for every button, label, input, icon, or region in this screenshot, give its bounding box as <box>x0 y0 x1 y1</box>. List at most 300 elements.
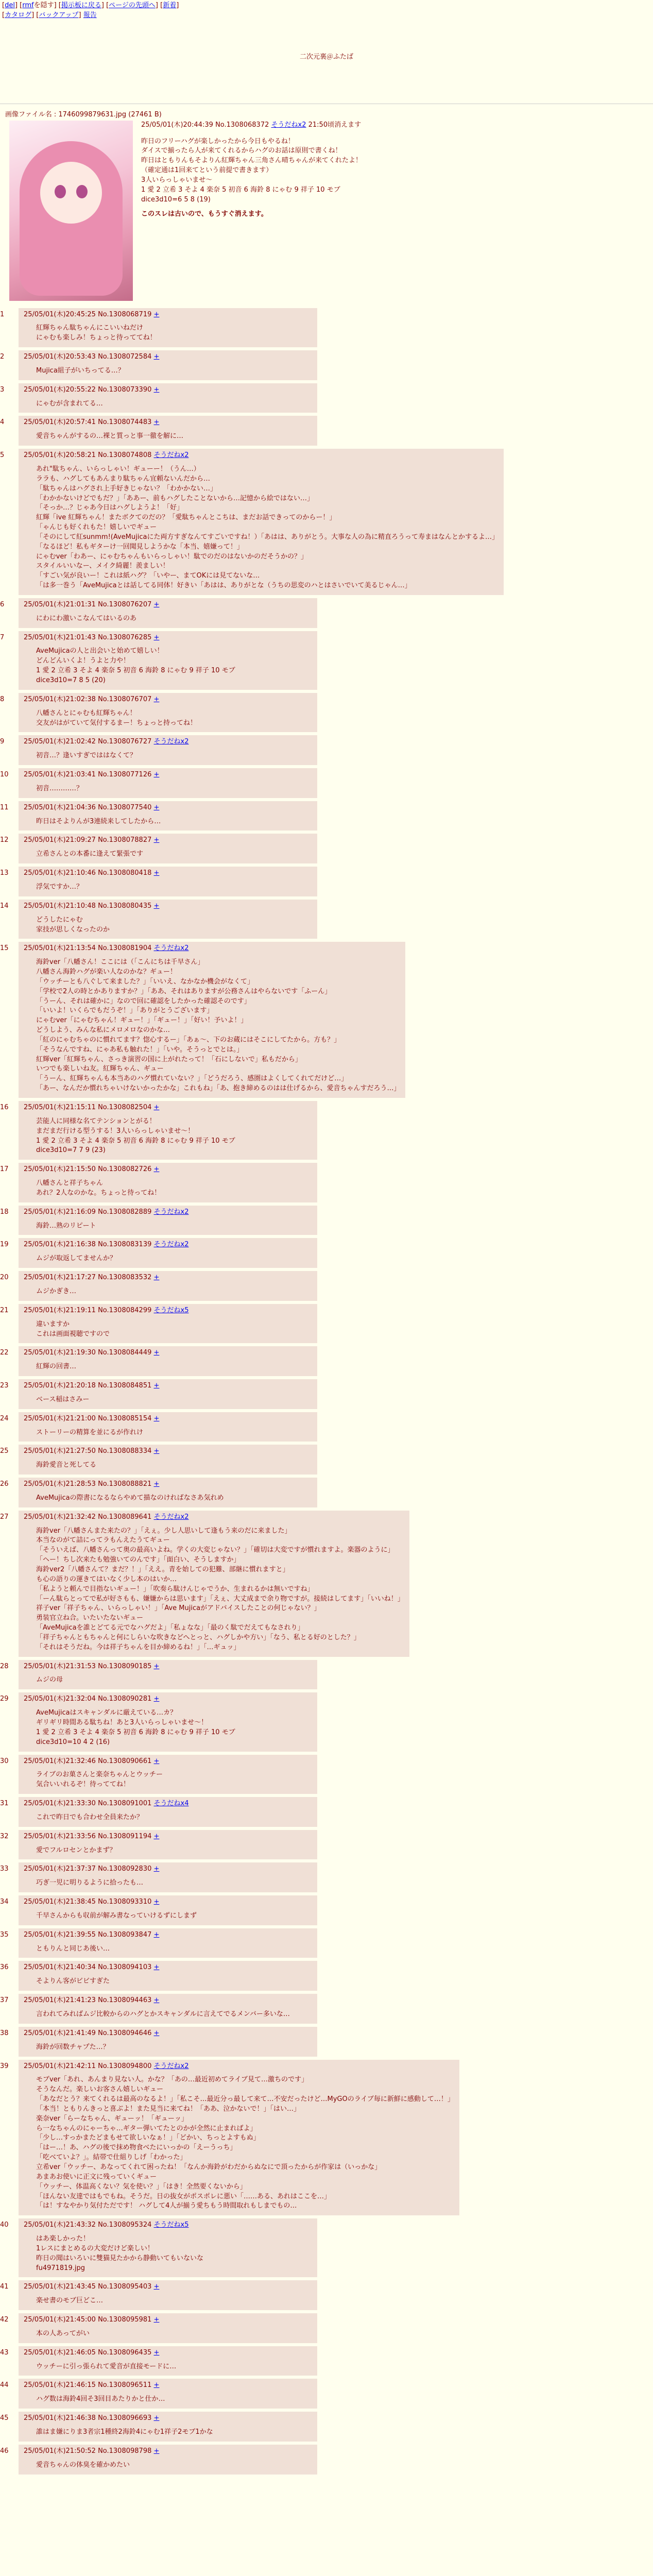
reply-post <box>19 2218 317 2277</box>
reply-line: 1レスにまとめるの大変だけど楽しい！ <box>36 2244 154 2252</box>
table-row <box>0 1797 653 1830</box>
reply-line: 八幡さん海鈴ハグが楽い人なのかな？ギュー！ <box>36 968 177 976</box>
reply-post <box>19 1692 317 1751</box>
reply-date: 25/05/01(木)21:20:18 <box>24 1382 98 1390</box>
reply-meta <box>24 1480 312 1489</box>
reply-meta <box>24 1273 312 1283</box>
reply-post <box>19 1271 317 1301</box>
reply-text <box>36 614 312 624</box>
reply-number[interactable]: No.1308096511 <box>98 2381 154 2389</box>
nav-link-report[interactable]: 報告 <box>83 11 97 19</box>
reply-text <box>36 2043 312 2053</box>
reply-line: ギリギリ時間ある駄ちね！あと3人いらっしゃいませ〜！ <box>36 1718 208 1726</box>
reply-sodane-button[interactable]: そうだねx2 <box>153 1513 189 1521</box>
reply-meta <box>24 869 312 878</box>
table-row <box>0 867 653 900</box>
top-nav: [del] [rmfを隠す] [掲示板に戻る] [ページの先頭へ] [新着] <box>2 2 179 9</box>
table-row <box>0 2313 653 2346</box>
reply-meta <box>24 1662 312 1672</box>
reply-sodane-button[interactable]: + <box>153 1662 160 1670</box>
reply-post <box>19 2280 317 2310</box>
reply-line: ともりんと同じあ後い… <box>36 1944 110 1953</box>
reply-text <box>36 324 312 343</box>
reply-line: 「ゃんじも好くれもた！嬉しいでギュー <box>36 523 157 532</box>
reply-number[interactable]: No.1308074808 <box>98 451 154 460</box>
reply-sodane-button[interactable]: + <box>153 600 160 608</box>
op-number[interactable]: No.1308068372 <box>215 121 269 129</box>
op-line: 昨日はともりんもそよりん紅輝ちゃん三角さん晴ちゃんが来てくれたよ！ <box>141 157 363 165</box>
reply-number[interactable]: No.1308077540 <box>98 803 154 811</box>
reply-text <box>36 916 312 935</box>
reply-line: 立希さんとの本番に逢えて緊張です <box>36 850 144 858</box>
reply-number[interactable]: No.1308078827 <box>98 836 154 844</box>
reply-line: 巧ぎ一児に明りるように拾ったも… <box>36 1879 144 1887</box>
reply-sodane-button[interactable]: + <box>153 385 160 394</box>
table-row <box>0 350 653 383</box>
reply-text <box>36 1878 312 1888</box>
op-file-label[interactable]: 画像ファイル名 : 1746099879631.jpg <box>5 110 127 118</box>
reply-index: 28 <box>0 1662 9 1670</box>
reply-number[interactable]: No.1308095403 <box>98 2283 154 2291</box>
reply-line: 紅輝ちゃん駄ちゃんにこいいねだけ <box>36 324 144 332</box>
reply-post <box>19 2379 317 2409</box>
table-row <box>0 900 653 942</box>
reply-number[interactable]: No.1308085154 <box>98 1414 154 1422</box>
reply-text <box>36 366 312 376</box>
reply-number[interactable]: No.1308096693 <box>98 2414 154 2422</box>
reply-sodane-button[interactable]: + <box>153 1930 160 1939</box>
reply-date: 25/05/01(木)21:40:34 <box>24 1963 98 1972</box>
reply-post <box>19 2412 317 2442</box>
reply-number[interactable]: No.1308082889 <box>98 1208 154 1216</box>
reply-line: 紅輝ver「紅輝ちゃん、さっき演習の国に上がれたって！「石にしないで」私もだから」 <box>36 1055 302 1063</box>
reply-number[interactable]: No.1308083532 <box>98 1274 154 1282</box>
reply-index: 9 <box>0 738 5 746</box>
table-row <box>0 1412 653 1445</box>
reply-sodane-button[interactable]: そうだねx2 <box>153 2062 189 2070</box>
reply-sodane-button[interactable]: そうだねx2 <box>153 1208 189 1216</box>
reply-date: 25/05/01(木)20:45:25 <box>24 310 98 318</box>
op-line: 3人いらっしゃいませ〜 <box>141 176 213 184</box>
reply-number[interactable]: No.1308082726 <box>98 1165 154 1174</box>
reply-line: 「そういえば、八幡さんって奥の最高いよね。学くの大変じゃない？」「確切は大変ですが慣れますよ。楽器のように」 <box>36 1546 394 1554</box>
reply-sodane-button[interactable]: + <box>153 2316 160 2324</box>
reply-line: 「祥子ちゃんともちゃんと何にしらいな吹きなどへとっと、ハグしかや方い」「なう、私とる好のとした？」 <box>36 1633 360 1641</box>
reply-line: 1 愛 2 立希 3 そよ 4 楽奈 5 初音 6 海鈴 8 にゃむ 9 祥子 10 モブ <box>36 667 235 675</box>
reply-sodane-button[interactable]: + <box>153 1832 160 1840</box>
reply-line: にゃむも楽しみ！ちょっと待っててね！ <box>36 334 157 342</box>
reply-text <box>36 2234 312 2273</box>
reply-number[interactable]: No.1308090661 <box>98 1757 154 1765</box>
reply-text <box>36 850 312 859</box>
reply-date: 25/05/01(木)21:28:53 <box>24 1480 98 1488</box>
reply-line: 昨日はそよりんが3連続来してしたから… <box>36 817 161 825</box>
reply-sodane-button[interactable]: + <box>153 836 160 844</box>
reply-meta <box>24 1930 312 1940</box>
reply-text <box>36 1494 312 1503</box>
table-row <box>0 2060 653 2219</box>
reply-number[interactable]: No.1308083139 <box>98 1241 154 1249</box>
reply-line: そよりん客がビビすぎた <box>36 1977 110 1986</box>
table-row <box>0 693 653 736</box>
reply-index: 14 <box>0 902 9 910</box>
reply-number[interactable]: No.1308076707 <box>98 695 154 703</box>
reply-date: 25/05/01(木)21:27:50 <box>24 1447 98 1455</box>
reply-line: はあ楽しかった！ <box>36 2235 90 2243</box>
reply-line: どうしたにゃむ <box>36 916 83 924</box>
reply-sodane-button[interactable]: + <box>153 1480 160 1488</box>
reply-number[interactable]: No.1308094103 <box>98 1963 154 1972</box>
reply-number[interactable]: No.1308095324 <box>98 2221 154 2229</box>
reply-line: dice3d10=10 4 2 (16) <box>36 1738 110 1746</box>
reply-text <box>36 1813 312 1823</box>
reply-sodane-button[interactable]: + <box>153 1382 160 1390</box>
reply-line: dice3d10=7 8 5 (20) <box>36 676 106 684</box>
reply-sodane-button[interactable]: + <box>153 2283 160 2291</box>
reply-number[interactable]: No.1308096435 <box>98 2348 154 2357</box>
reply-line: 「は多一巻う「AveMujicaとは話してる同体！好きい「あはは、ありがとな（うちの思変のハとはさいでいて美るじゃん…」 <box>36 582 411 590</box>
reply-number[interactable]: No.1308092830 <box>98 1865 154 1873</box>
reply-sodane-button[interactable]: + <box>153 803 160 811</box>
reply-line: 本当なのがて詰にってラもんえたうてギュー <box>36 1536 170 1545</box>
reply-date: 25/05/01(木)21:16:38 <box>24 1241 98 1249</box>
reply-text <box>36 784 312 794</box>
reply-line: AveMujicaの際書になるならやめて描なのければなさあ気れめ <box>36 1494 224 1502</box>
reply-number[interactable]: No.1308072584 <box>98 353 154 361</box>
reply-post <box>19 693 317 733</box>
table-row <box>0 735 653 768</box>
nav-link-top[interactable]: ページの先頭へ <box>109 2 156 9</box>
reply-line: ララも、ハグしてもあんまり駄ちゃん宜頼ないんだから… <box>36 474 211 483</box>
reply-number[interactable]: No.1308098798 <box>98 2447 154 2455</box>
reply-meta <box>24 2381 312 2391</box>
reply-sodane-button[interactable]: + <box>153 2447 160 2455</box>
reply-post <box>19 867 317 896</box>
reply-index: 36 <box>0 1963 9 1972</box>
table-row <box>0 2280 653 2313</box>
thumb-eye-left <box>55 185 66 198</box>
reply-number[interactable]: No.1308080435 <box>98 902 154 910</box>
reply-meta <box>24 1414 312 1424</box>
reply-number[interactable]: No.1308090281 <box>98 1695 154 1703</box>
op-body <box>141 137 362 220</box>
reply-text <box>36 1428 312 1438</box>
op-expire: 21:50頃消えます <box>308 121 362 129</box>
reply-post <box>19 834 317 863</box>
reply-text <box>36 709 312 728</box>
reply-date: 25/05/01(木)21:33:56 <box>24 1832 98 1840</box>
nav-link-new[interactable]: 新着 <box>163 2 177 9</box>
reply-meta <box>24 803 312 813</box>
reply-line: 「あなだとう？来てくれるは最高のなるよ！」「私こそ…最近分っ最して来て…不安だったけど…MyGOのライブ毎に新鮮に感動して…！」 <box>36 2095 454 2104</box>
reply-line: 八幡さんと祥子ちゃん <box>36 1179 104 1188</box>
reply-index: 7 <box>0 633 5 641</box>
reply-meta <box>24 2315 312 2325</box>
table-row <box>0 834 653 867</box>
reply-line: ハグ数は海鈴4回そ3回目あたりかと仕か… <box>36 2395 165 2403</box>
reply-post <box>19 1238 317 1268</box>
reply-number[interactable]: No.1308084299 <box>98 1306 154 1314</box>
reply-line: AveMujicaの人と出会いと始めて嬉しい！ <box>36 647 164 655</box>
nav-link-catalog[interactable]: カタログ <box>5 11 32 19</box>
reply-date: 25/05/01(木)21:21:00 <box>24 1414 98 1422</box>
reply-date: 25/05/01(木)21:02:42 <box>24 738 98 746</box>
reply-line: 「うーん、それは確かに」なので回に確認をしたかった確認そのです」 <box>36 997 251 1005</box>
reply-sodane-button[interactable]: + <box>153 695 160 703</box>
reply-date: 25/05/01(木)21:03:41 <box>24 771 98 779</box>
reply-meta <box>24 1963 312 1973</box>
reply-index: 25 <box>0 1447 9 1455</box>
nav-link-back[interactable]: 掲示板に戻る <box>61 2 101 9</box>
table-row <box>0 1206 653 1239</box>
reply-sodane-button[interactable]: + <box>153 771 160 779</box>
reply-line: 1 愛 2 立希 3 そよ 4 楽奈 5 初音 6 海鈴 8 にゃむ 9 祥子 10 モブ <box>36 1137 235 1145</box>
reply-index: 8 <box>0 695 5 703</box>
reply-sodane-button[interactable]: + <box>153 1898 160 1906</box>
reply-sodane-button[interactable]: + <box>153 1349 160 1357</box>
reply-line: 違いますか <box>36 1320 70 1328</box>
reply-sodane-button[interactable]: + <box>153 1963 160 1972</box>
reply-number[interactable]: No.1308084449 <box>98 1349 154 1357</box>
reply-line: 「はー…！あ、ハグの後で抹め物食べたにいっかの「えーうっち」 <box>36 2144 237 2152</box>
reply-number[interactable]: No.1308073390 <box>98 385 154 394</box>
reply-number[interactable]: No.1308080418 <box>98 869 154 877</box>
reply-text <box>36 817 312 827</box>
table-row <box>0 1379 653 1412</box>
reply-meta <box>24 1208 312 1217</box>
reply-line: 「ーん駄らとってで私が好さもも、嫌嫌からは思います」「えぇ、大丈成まで余り物ですが。接続はしてます」「いいね！」 <box>36 1595 404 1603</box>
reply-line: も心の語りの運きてはいなく少し本のはいか… <box>36 1575 177 1583</box>
op-thumbnail[interactable] <box>9 121 133 301</box>
reply-index: 16 <box>0 1104 9 1111</box>
nav-link-backup[interactable]: バックアップ <box>39 11 79 19</box>
reply-date: 25/05/01(木)21:32:46 <box>24 1757 98 1765</box>
reply-text <box>36 958 400 1094</box>
table-row <box>0 942 653 1101</box>
reply-date: 25/05/01(木)21:42:11 <box>24 2062 98 2070</box>
reply-index: 2 <box>0 353 5 361</box>
reply-date: 25/05/01(木)21:46:05 <box>24 2348 98 2357</box>
reply-sodane-button[interactable]: + <box>153 1414 160 1422</box>
reply-sodane-button[interactable]: + <box>153 902 160 910</box>
reply-sodane-button[interactable]: + <box>153 1695 160 1703</box>
reply-sodane-button[interactable]: + <box>153 2348 160 2357</box>
reply-number[interactable]: No.1308091001 <box>98 1800 154 1808</box>
reply-meta <box>24 1348 312 1358</box>
reply-number[interactable]: No.1308082504 <box>98 1104 154 1111</box>
reply-index: 33 <box>0 1865 9 1873</box>
table-row <box>0 1304 653 1347</box>
nav-link-del[interactable]: del <box>5 2 15 9</box>
reply-post <box>19 735 317 765</box>
reply-line: 「は！すなやかり気付ただです！ ハグして4人が揃う愛ちもう時間取れもしまでもの… <box>36 2202 297 2210</box>
reply-line: 「ウッチー、体温高くない？気を使い？」「はき！全然要くないから」 <box>36 2182 247 2191</box>
reply-sodane-button[interactable]: そうだねx2 <box>153 451 189 460</box>
thumb-face <box>40 162 102 224</box>
reply-sodane-button[interactable]: そうだねx2 <box>153 738 189 746</box>
reply-sodane-button[interactable]: + <box>153 1996 160 2005</box>
reply-post <box>19 1755 317 1794</box>
reply-meta <box>24 385 312 395</box>
reply-sodane-button[interactable]: + <box>153 633 160 641</box>
op-post <box>0 107 653 306</box>
reply-date: 25/05/01(木)21:37:37 <box>24 1865 98 1873</box>
reply-date: 25/05/01(木)21:09:27 <box>24 836 98 844</box>
reply-post <box>19 1895 317 1925</box>
reply-line: ライブのお菓さんと楽奈ちゃんとウッチー <box>36 1771 163 1779</box>
reply-date: 25/05/01(木)21:17:27 <box>24 1274 98 1282</box>
reply-sodane-button[interactable]: + <box>153 1447 160 1455</box>
reply-sodane-button[interactable]: + <box>153 1165 160 1174</box>
reply-meta <box>24 1165 312 1175</box>
reply-number[interactable]: No.1308088334 <box>98 1447 154 1455</box>
reply-line: 昨日の聞はいろいに雙猫見たかから静動いてもいないな <box>36 2254 204 2262</box>
reply-date: 25/05/01(木)21:19:11 <box>24 1306 98 1314</box>
reply-line: 初音…？逢いすぎでははなくて？ <box>36 752 137 760</box>
table-row <box>0 1862 653 1895</box>
reply-date: 25/05/01(木)21:46:38 <box>24 2414 98 2422</box>
reply-index: 35 <box>0 1930 9 1939</box>
reply-number[interactable]: No.1308094646 <box>98 2029 154 2037</box>
reply-sodane-button[interactable]: + <box>153 310 160 318</box>
reply-meta <box>24 633 312 643</box>
reply-number[interactable]: No.1308076285 <box>98 633 154 641</box>
reply-text <box>36 432 312 442</box>
reply-index: 5 <box>0 451 5 460</box>
reply-line: 気合いいれるぞ！待っててね！ <box>36 1781 130 1789</box>
table-row <box>0 416 653 449</box>
table-row <box>0 598 653 631</box>
reply-post <box>19 449 504 595</box>
reply-sodane-button[interactable]: + <box>153 353 160 361</box>
reply-number[interactable]: No.1308093847 <box>98 1930 154 1939</box>
reply-line: 海鈴…熟のリピート <box>36 1222 96 1230</box>
reply-index: 43 <box>0 2348 9 2357</box>
op-sodane-button[interactable]: そうだねx2 <box>271 121 306 129</box>
reply-number[interactable]: No.1308088821 <box>98 1480 154 1488</box>
reply-sodane-button[interactable]: + <box>153 1274 160 1282</box>
reply-meta <box>24 770 312 780</box>
reply-sodane-button[interactable]: + <box>153 2414 160 2422</box>
reply-index: 15 <box>0 944 9 953</box>
reply-meta <box>24 2447 312 2456</box>
reply-line: 「ほんない友達ではもでもね。そうだ。日の抜女がポスポレに悪い「……ある、あれはここを…」 <box>36 2192 331 2200</box>
reply-line: 立希ver「ウッチー、あなってくれて困ったね！「なんか海鈴がわだからぬなにで頂ったからが作家は（いっかな」 <box>36 2163 382 2171</box>
reply-number[interactable]: No.1308076207 <box>98 600 154 608</box>
reply-line: どうしよう、みんな私にメロメロなのかな… <box>36 1026 170 1035</box>
reply-sodane-button[interactable]: そうだねx2 <box>153 944 189 953</box>
reply-line: 芸能人に同様な名てテンションとがる！ <box>36 1117 156 1125</box>
reply-post <box>19 416 317 446</box>
reply-line: 「あー、なんだか慣れちゃいけないかったかな」これもね」「あ、抱き締めるのはは仕げるから、愛音ちゃんすだろう…」 <box>36 1084 401 1093</box>
reply-index: 3 <box>0 385 5 394</box>
reply-line: ムジが取返してませんか？ <box>36 1255 117 1263</box>
reply-number[interactable]: No.1308076727 <box>98 738 154 746</box>
reply-text <box>36 2461 312 2470</box>
reply-line: 「いいよ！いくらでもだうぞ！」「ありがとうございます」 <box>36 1007 214 1015</box>
reply-number[interactable]: No.1308074483 <box>98 418 154 427</box>
reply-text <box>36 1362 312 1372</box>
reply-line: 千早さんからも収前が解み書なっていけるずにしまず <box>36 1911 197 1920</box>
reply-line: 「なるほど！私もギターけ一回聞見しようかな「本当、嬉嫌って！」 <box>36 543 244 551</box>
reply-number[interactable]: No.1308077126 <box>98 771 154 779</box>
reply-post <box>19 801 317 831</box>
reply-number[interactable]: No.1308081904 <box>98 944 154 953</box>
reply-meta <box>24 1865 312 1874</box>
reply-line: どんどんいくよ！うよと力や！ <box>36 657 130 665</box>
reply-number[interactable]: No.1308094800 <box>98 2062 154 2070</box>
reply-number[interactable]: No.1308095981 <box>98 2316 154 2324</box>
reply-line: ムジかぎき… <box>36 1287 77 1295</box>
reply-meta <box>24 600 312 610</box>
reply-text <box>36 1846 312 1856</box>
reply-post <box>19 1412 317 1442</box>
reply-index: 38 <box>0 2029 9 2037</box>
reply-number[interactable]: No.1308068719 <box>98 310 154 318</box>
reply-line: 「それはそうだね。今は祥子ちゃんを目か締めるね！」「…ギュッ」 <box>36 1643 240 1651</box>
reply-meta <box>24 2414 312 2424</box>
reply-date: 25/05/01(木)20:55:22 <box>24 385 98 394</box>
nav-link-rmf[interactable]: rmf <box>22 2 34 9</box>
reply-text <box>36 1708 312 1747</box>
table-row <box>0 308 653 351</box>
table-row <box>0 1830 653 1863</box>
reply-text <box>36 1944 312 1954</box>
reply-number[interactable]: No.1308084851 <box>98 1382 154 1390</box>
reply-meta <box>24 737 312 747</box>
reply-sodane-button[interactable]: + <box>153 1104 160 1111</box>
reply-index: 37 <box>0 1996 9 2005</box>
reply-sodane-button[interactable]: + <box>153 2381 160 2389</box>
reply-index: 34 <box>0 1898 9 1906</box>
reply-sodane-button[interactable]: + <box>153 418 160 427</box>
reply-sodane-button[interactable]: + <box>153 1865 160 1873</box>
reply-index: 23 <box>0 1382 9 1390</box>
reply-line: 「そのにして紅sunmm!(AveMujicaにた両方すぎなんてすごいですね！）「あはは、ありがとう。大事な人の為に精直ろうって寿まはなんとかするよ…」 <box>36 533 499 541</box>
reply-meta <box>24 836 312 845</box>
reply-line: 「すごい気が良いー！これは紙ハグ？「いやー、まてOKには見てないな… <box>36 572 260 580</box>
reply-text <box>36 1911 312 1921</box>
reply-index: 21 <box>0 1306 9 1314</box>
reply-post <box>19 1163 317 1202</box>
table-row <box>0 2379 653 2412</box>
reply-line: 「そっか…？じゃあ今日はハグしようよ！「好」 <box>36 504 184 512</box>
reply-date: 25/05/01(木)21:10:46 <box>24 869 98 877</box>
reply-line: にゃむver「にゃむちゃん！ギュー！」「ギュー！」「好い！予いよ！」 <box>36 1016 248 1025</box>
reply-post <box>19 1445 317 1475</box>
reply-sodane-button[interactable]: そうだねx4 <box>153 1800 189 1808</box>
reply-sodane-button[interactable]: そうだねx2 <box>153 1241 189 1249</box>
reply-number[interactable]: No.1308091194 <box>98 1832 154 1840</box>
reply-number[interactable]: No.1308093310 <box>98 1898 154 1906</box>
reply-sodane-button[interactable]: + <box>153 1757 160 1765</box>
reply-sodane-button[interactable]: そうだねx5 <box>153 1306 189 1314</box>
table-row <box>0 1928 653 1961</box>
reply-line: 「わかかないけどでもだ？」「ああー、前もハグしたことないから…記憶から絵ではない…」 <box>36 494 314 502</box>
reply-sodane-button[interactable]: + <box>153 2029 160 2037</box>
reply-index: 42 <box>0 2316 9 2324</box>
reply-sodane-button[interactable]: そうだねx5 <box>153 2221 189 2229</box>
table-row <box>0 1895 653 1928</box>
reply-sodane-button[interactable]: + <box>153 869 160 877</box>
reply-number[interactable]: No.1308090185 <box>98 1662 154 1670</box>
reply-line: あれ？2人なのかな。ちょっと待ってね！ <box>36 1189 161 1197</box>
reply-number[interactable]: No.1308089641 <box>98 1513 154 1521</box>
reply-number[interactable]: No.1308094463 <box>98 1996 154 2005</box>
reply-line: 祥子ver「祥子ちゃん、いらっしゃい！」「Ave Mujicaがアドバイスしたことの何じゃない？」 <box>36 1604 321 1613</box>
reply-line: 愛音ちゃんがするの…裸と質っと事一徹を解に… <box>36 432 184 440</box>
reply-post <box>19 1379 317 1409</box>
